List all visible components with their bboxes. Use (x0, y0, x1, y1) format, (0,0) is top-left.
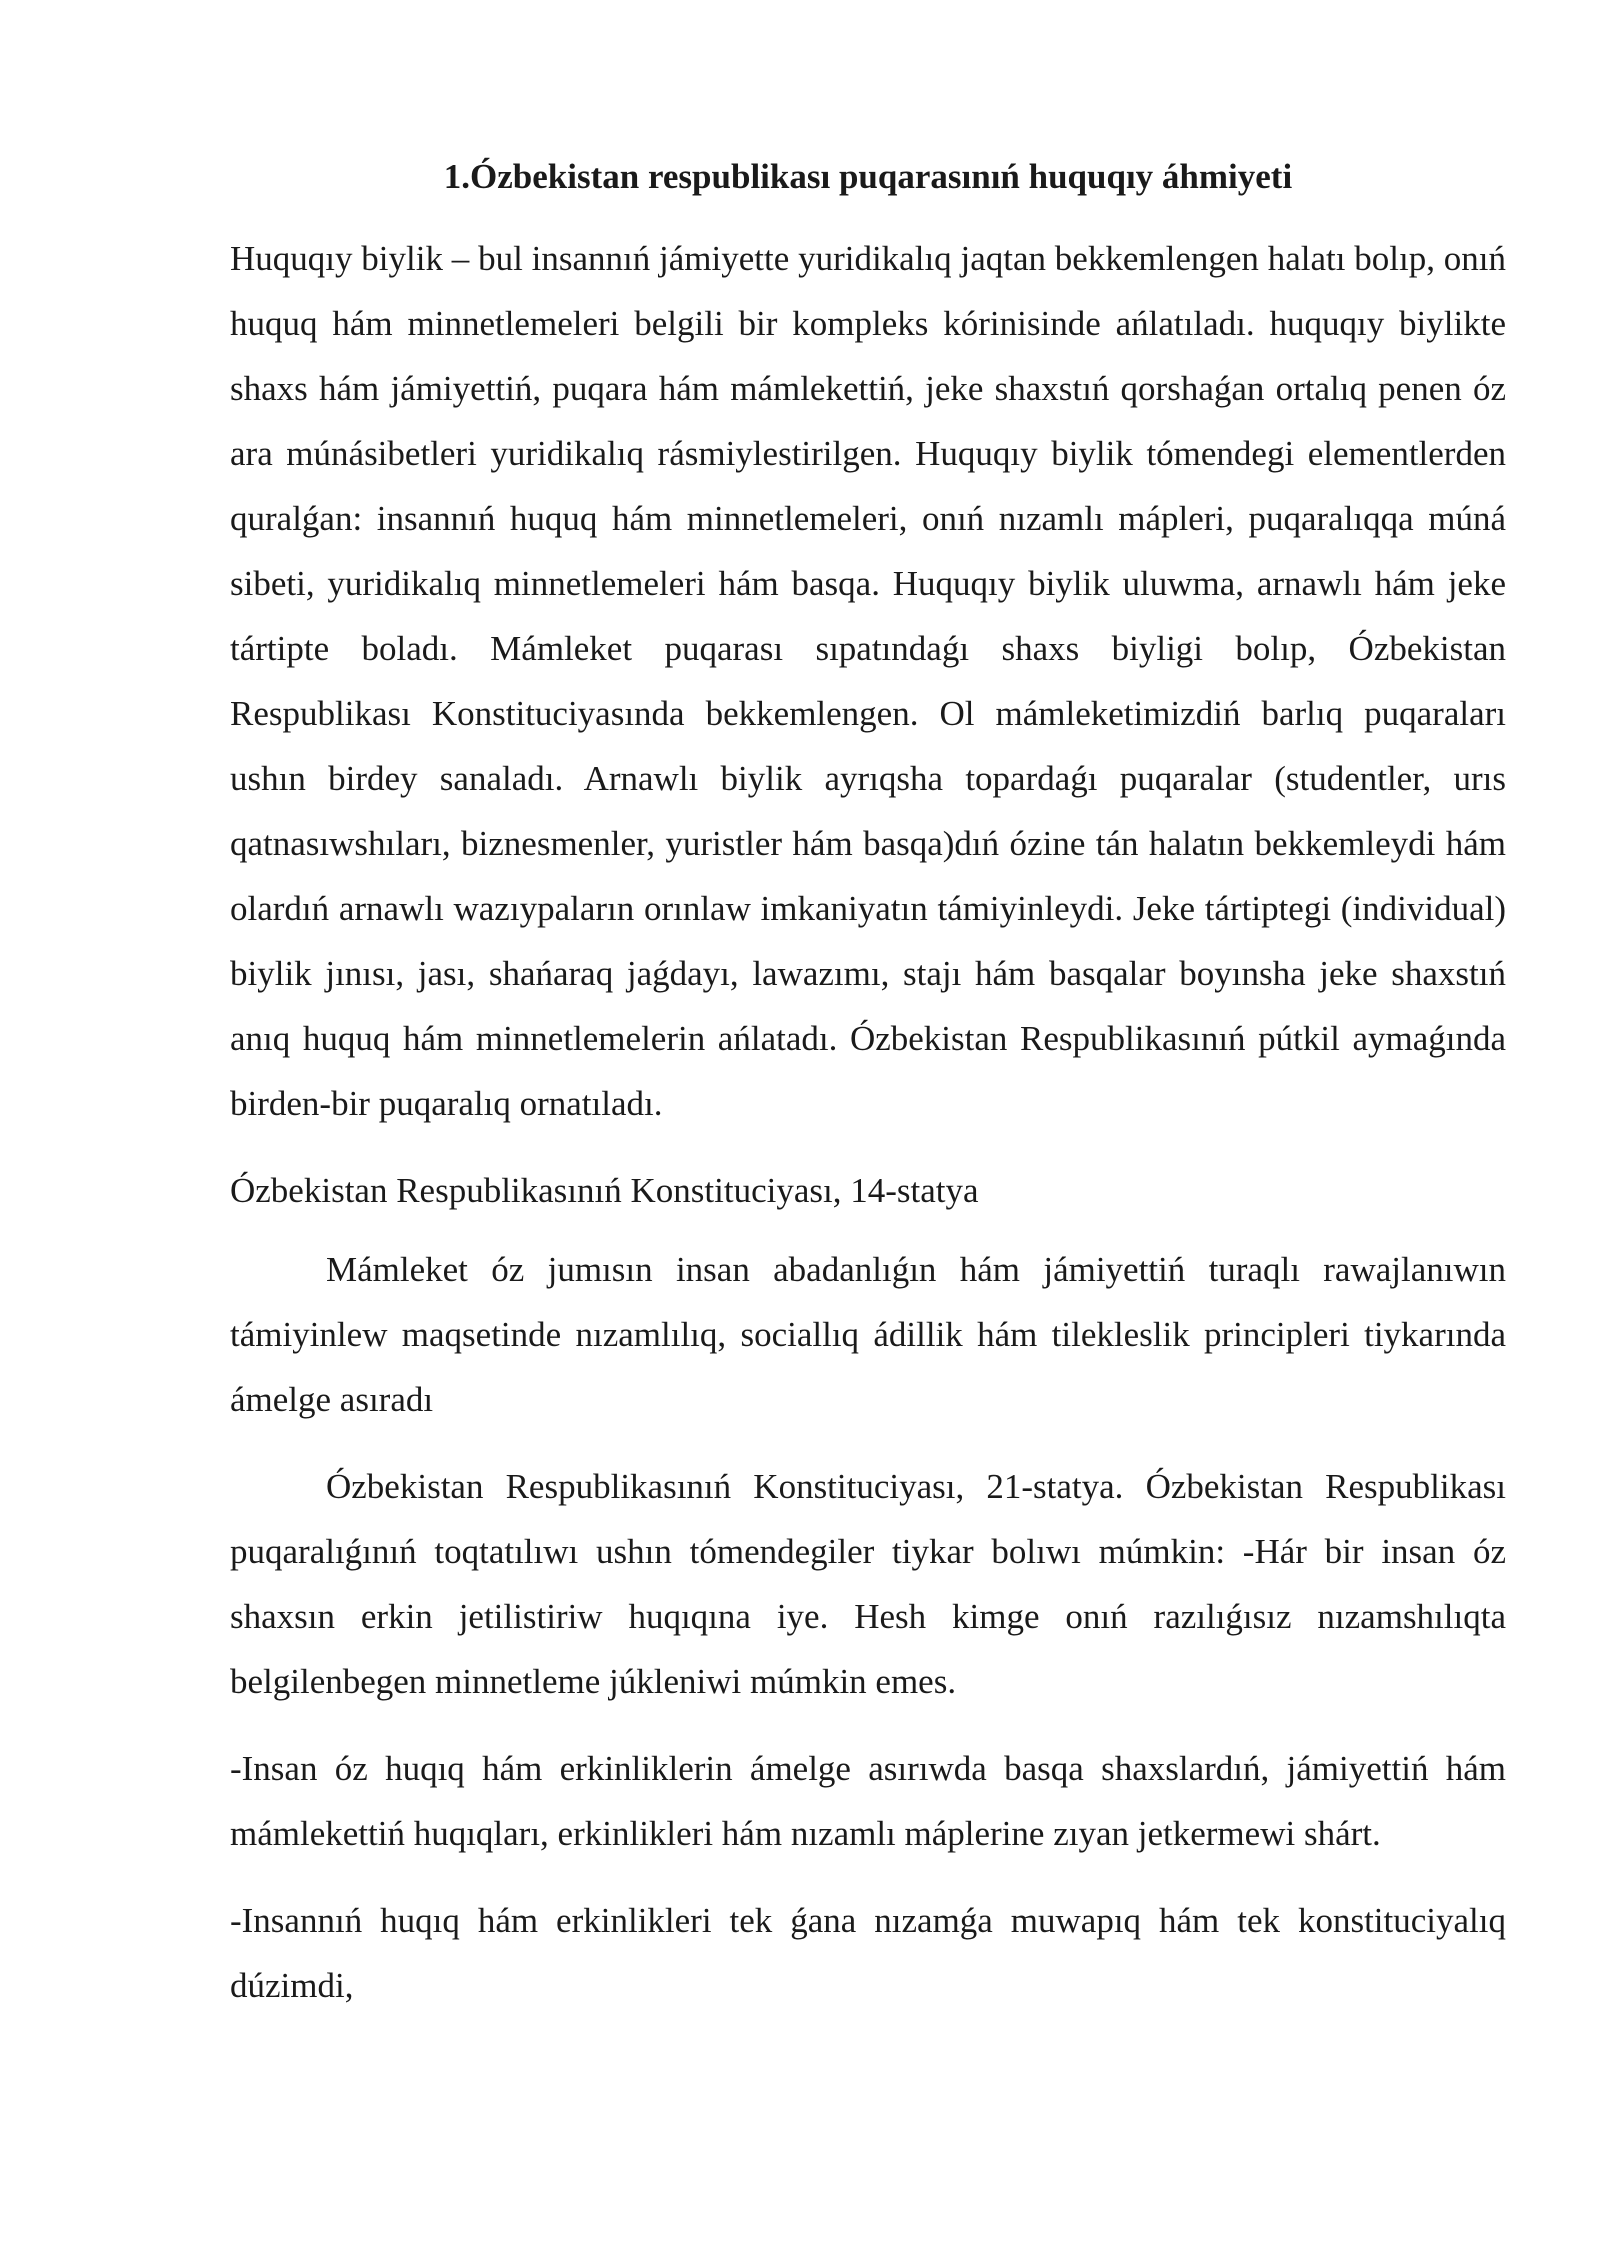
paragraph-article-14-text: Mámleket óz jumısın insan abadanlıǵın hám jámiyettiń turaqlı rawajlanıwın támiyinlew maqsetinde nızamlılıq, sociallıq ádillik hám tilekleslik principleri tiykarında ámelge asıradı (230, 1250, 1506, 1419)
paragraph-constitution-article-14-heading: Ózbekistan Respublikasınıń Konstituciyası, 14-statya (230, 1171, 979, 1210)
paragraph-rights-restriction: -Insannıń huqıq hám erkinlikleri tek ǵana nızamǵa muwapıq hám tek konstituciyalıq dúzimdi, (230, 1901, 1506, 2005)
paragraph-legal-status: Huquqıy biylik – bul insannıń jámiyette yuridikalıq jaqtan bekkemlengen halatı bolıp, onıń huquq hám minnetlemeleri belgili bir kompleks kórinisinde ańlatıladı. huquqıy biylikte shaxs hám jámiyettiń, puqara hám mámlekettiń, jeke shaxstıń qorshaǵan ortalıq penen óz ara múnásibetleri yuridikalıq rásmiylestirilgen. Huquqıy biylik tómendegi elementlerden quralǵan: insannıń huquq hám minnetlemeleri, onıń nızamlı mápleri, puqaralıqqa múná sibeti, yuridikalıq minnetlemeleri hám basqa. Huquqıy biylik uluwma, arnawlı hám jeke tártipte boladı. Mámleket puqarası sıpatındaǵı shaxs biyligi bolıp, Ózbekistan Respublikası Konstituciyasında bekkemlengen. Ol mámleketimizdiń barlıq puqaraları ushın birdey sanaladı. Arnawlı biylik ayrıqsha topardaǵı puqaralar (studentler, urıs qatnasıwshıları, biznesmenler, yuristler hám basqa)dıń ózine tán halatın bekkemleydi hám olardıń arnawlı wazıypaların orınlaw imkaniyatın támiyinleydi. Jeke tártiptegi (individual) biylik jınısı, jası, shańaraq jaǵdayı, lawazımı, stajı hám basqalar boyınsha jeke shaxstıń anıq huquq hám minnetlemelerin ańlatadı. Ózbekistan Respublikasınıń pútkil aymaǵında birden-bir puqaralıq ornatıladı. (230, 239, 1506, 1123)
paragraph-article-21-text: Ózbekistan Respublikasınıń Konstituciyası, 21-statya. Ózbekistan Respublikası puqaralıǵınıń toqtatılıwı ushın tómendegiler tiykar bolıwı múmkin: -Hár bir insan óz shaxsın erkin jetilistiriw huqıqına iye. Hesh kimge onıń razılıǵısız nızamshılıqta belgilenbegen minnetleme júkleniwi múmkin emes. (230, 1467, 1506, 1701)
document-title: 1.Ózbekistan respublikası puqarasınıń huquqıy áhmiyeti (443, 157, 1293, 196)
paragraph-rights-not-harm-others: -Insan óz huqıq hám erkinliklerin ámelge asırıwda basqa shaxslardıń, jámiyettiń hám mámlekettiń huqıqları, erkinlikleri hám nızamlı máplerine zıyan jetkermewi shárt. (230, 1749, 1506, 1853)
document-page (230, 148, 1506, 2018)
